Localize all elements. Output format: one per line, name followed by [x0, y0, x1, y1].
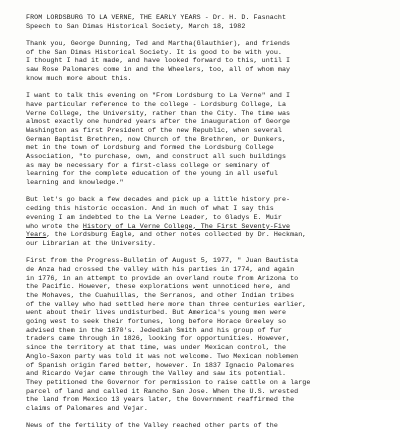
text-line: claims of Palomares and Vejar. [26, 404, 148, 413]
speech-transcript [26, 14, 386, 431]
text-line: the land from Mexico 13 years later, the Government reaffirmed the [26, 396, 295, 405]
text-line: ceding this historic occasion. And in much of what I say this [26, 205, 274, 214]
text-line: learning for the complete education of the young in all useful [26, 170, 278, 179]
text-line: Washington as first President of the new Republic, when several [26, 126, 282, 135]
book-title-underlined: History of La Verne College, The First Seventy-Five [82, 222, 291, 231]
text-line: of the valley who had settled here more than three centuries earlier, [26, 300, 307, 309]
text-line: First from the Progress-Bulletin of August 5, 1977, " Juan Bautista [26, 257, 299, 266]
text-line: Thank you, George Dunning, Ted and Martha(Glauthier), and friends [26, 40, 291, 49]
text-line: I want to talk this evening on "From Lordsburg to La Verne" and I [26, 92, 291, 101]
text-line: Anglo-Saxon party was told it was not welcome. Two Mexican noblemen [26, 352, 299, 361]
text-line: the Pacific. However, these explorations went unnoticed here, and [26, 283, 291, 292]
text-line: saw Rose Palomares come in and the Wheelers, too, all of whom may [26, 66, 291, 75]
book-title-underlined-continued: Years [26, 231, 47, 240]
document-heading [26, 14, 386, 31]
paragraph-thank-you [26, 40, 386, 83]
text-line: evening I am indebted to the La Verne Leader, to Gladys E. Muir [26, 213, 282, 222]
paragraph-news-partial [26, 422, 386, 431]
document-subtitle: Speech to San Dimas Historical Society, March 18, 1982 [26, 22, 246, 31]
text-line: News of the fertility of the Valley reached other parts of the [26, 422, 278, 431]
text-line: and Ricardo Vejar came through the Valley and saw its potential. [26, 370, 287, 379]
text-line [26, 223, 386, 232]
text-line: They petitioned the Governor for permission to raise cattle on a large [26, 378, 311, 387]
text-line: have particular reference to the college - Lordsburg College, La [26, 100, 287, 109]
text-line: I thought I had it made, and have looked forward to this, until I [26, 57, 291, 66]
document-title: FROM LORDSBURG TO LA VERNE, THE EARLY YEARS - Dr. H. D. Fasnacht [26, 14, 287, 22]
text-line: went about their lives undisturbed. But America's young men were [26, 309, 287, 318]
text-line: parcel of land and called it Rancho San Jose. When the U.S. wrested [26, 387, 299, 396]
text-line [26, 231, 386, 240]
paragraph-topic [26, 92, 386, 188]
text-line: learning and knowledge." [26, 179, 124, 188]
text-line: met in the town of Lordsburg and formed the Lordsburg College [26, 144, 274, 153]
text-line: German Baptist Brethren, now Church of the Brethren, or Dunkers, [26, 135, 287, 144]
text-line: traders came through in 1826, looking for opportunities. However, [26, 335, 291, 344]
text-line: going west to seek their fortunes, long before Horace Greeley so [26, 318, 287, 327]
text-line: the Mohaves, the Cuahuillas, the Serranos, and other Indian tribes [26, 292, 295, 300]
text-line: advised them in the 1870's. Jedediah Smith and his group of fur [26, 326, 282, 335]
text-fragment: who wrote the [26, 222, 83, 231]
paragraph-sources [26, 196, 386, 248]
text-line: know much more about this. [26, 74, 132, 83]
text-fragment: , the Lordsburg Eagle, and other notes collected by Dr. Heckman, [46, 231, 307, 240]
text-line: Verne College, the University, rather than the City. The time was [26, 109, 291, 118]
text-line: Association, "to purchase, own, and construct all such buildings [26, 153, 287, 161]
text-line: since the territory at that time, was under Mexican control, the [26, 344, 287, 353]
text-line: in 1776, in an attempt to provide an overland route from Arizona to [26, 274, 299, 283]
paragraph-early-history [26, 257, 386, 413]
text-line: But let's go back a few decades and pick up a little history pre- [26, 196, 291, 205]
text-line: of the San Dimas Historical Society. It is good to be with you. [26, 48, 282, 57]
text-line: almost exactly one hundred years after the inauguration of George [26, 118, 291, 127]
text-line: our Librarian at the University. [26, 239, 157, 248]
text-line: de Anza had crossed the valley with his parties in 1774, and again [26, 265, 295, 274]
text-line: as may be necessary for a first-class college or seminary of [26, 161, 270, 170]
text-line: of Spanish origin fared better, however. In 1837 Ignacio Palomares [26, 361, 295, 370]
